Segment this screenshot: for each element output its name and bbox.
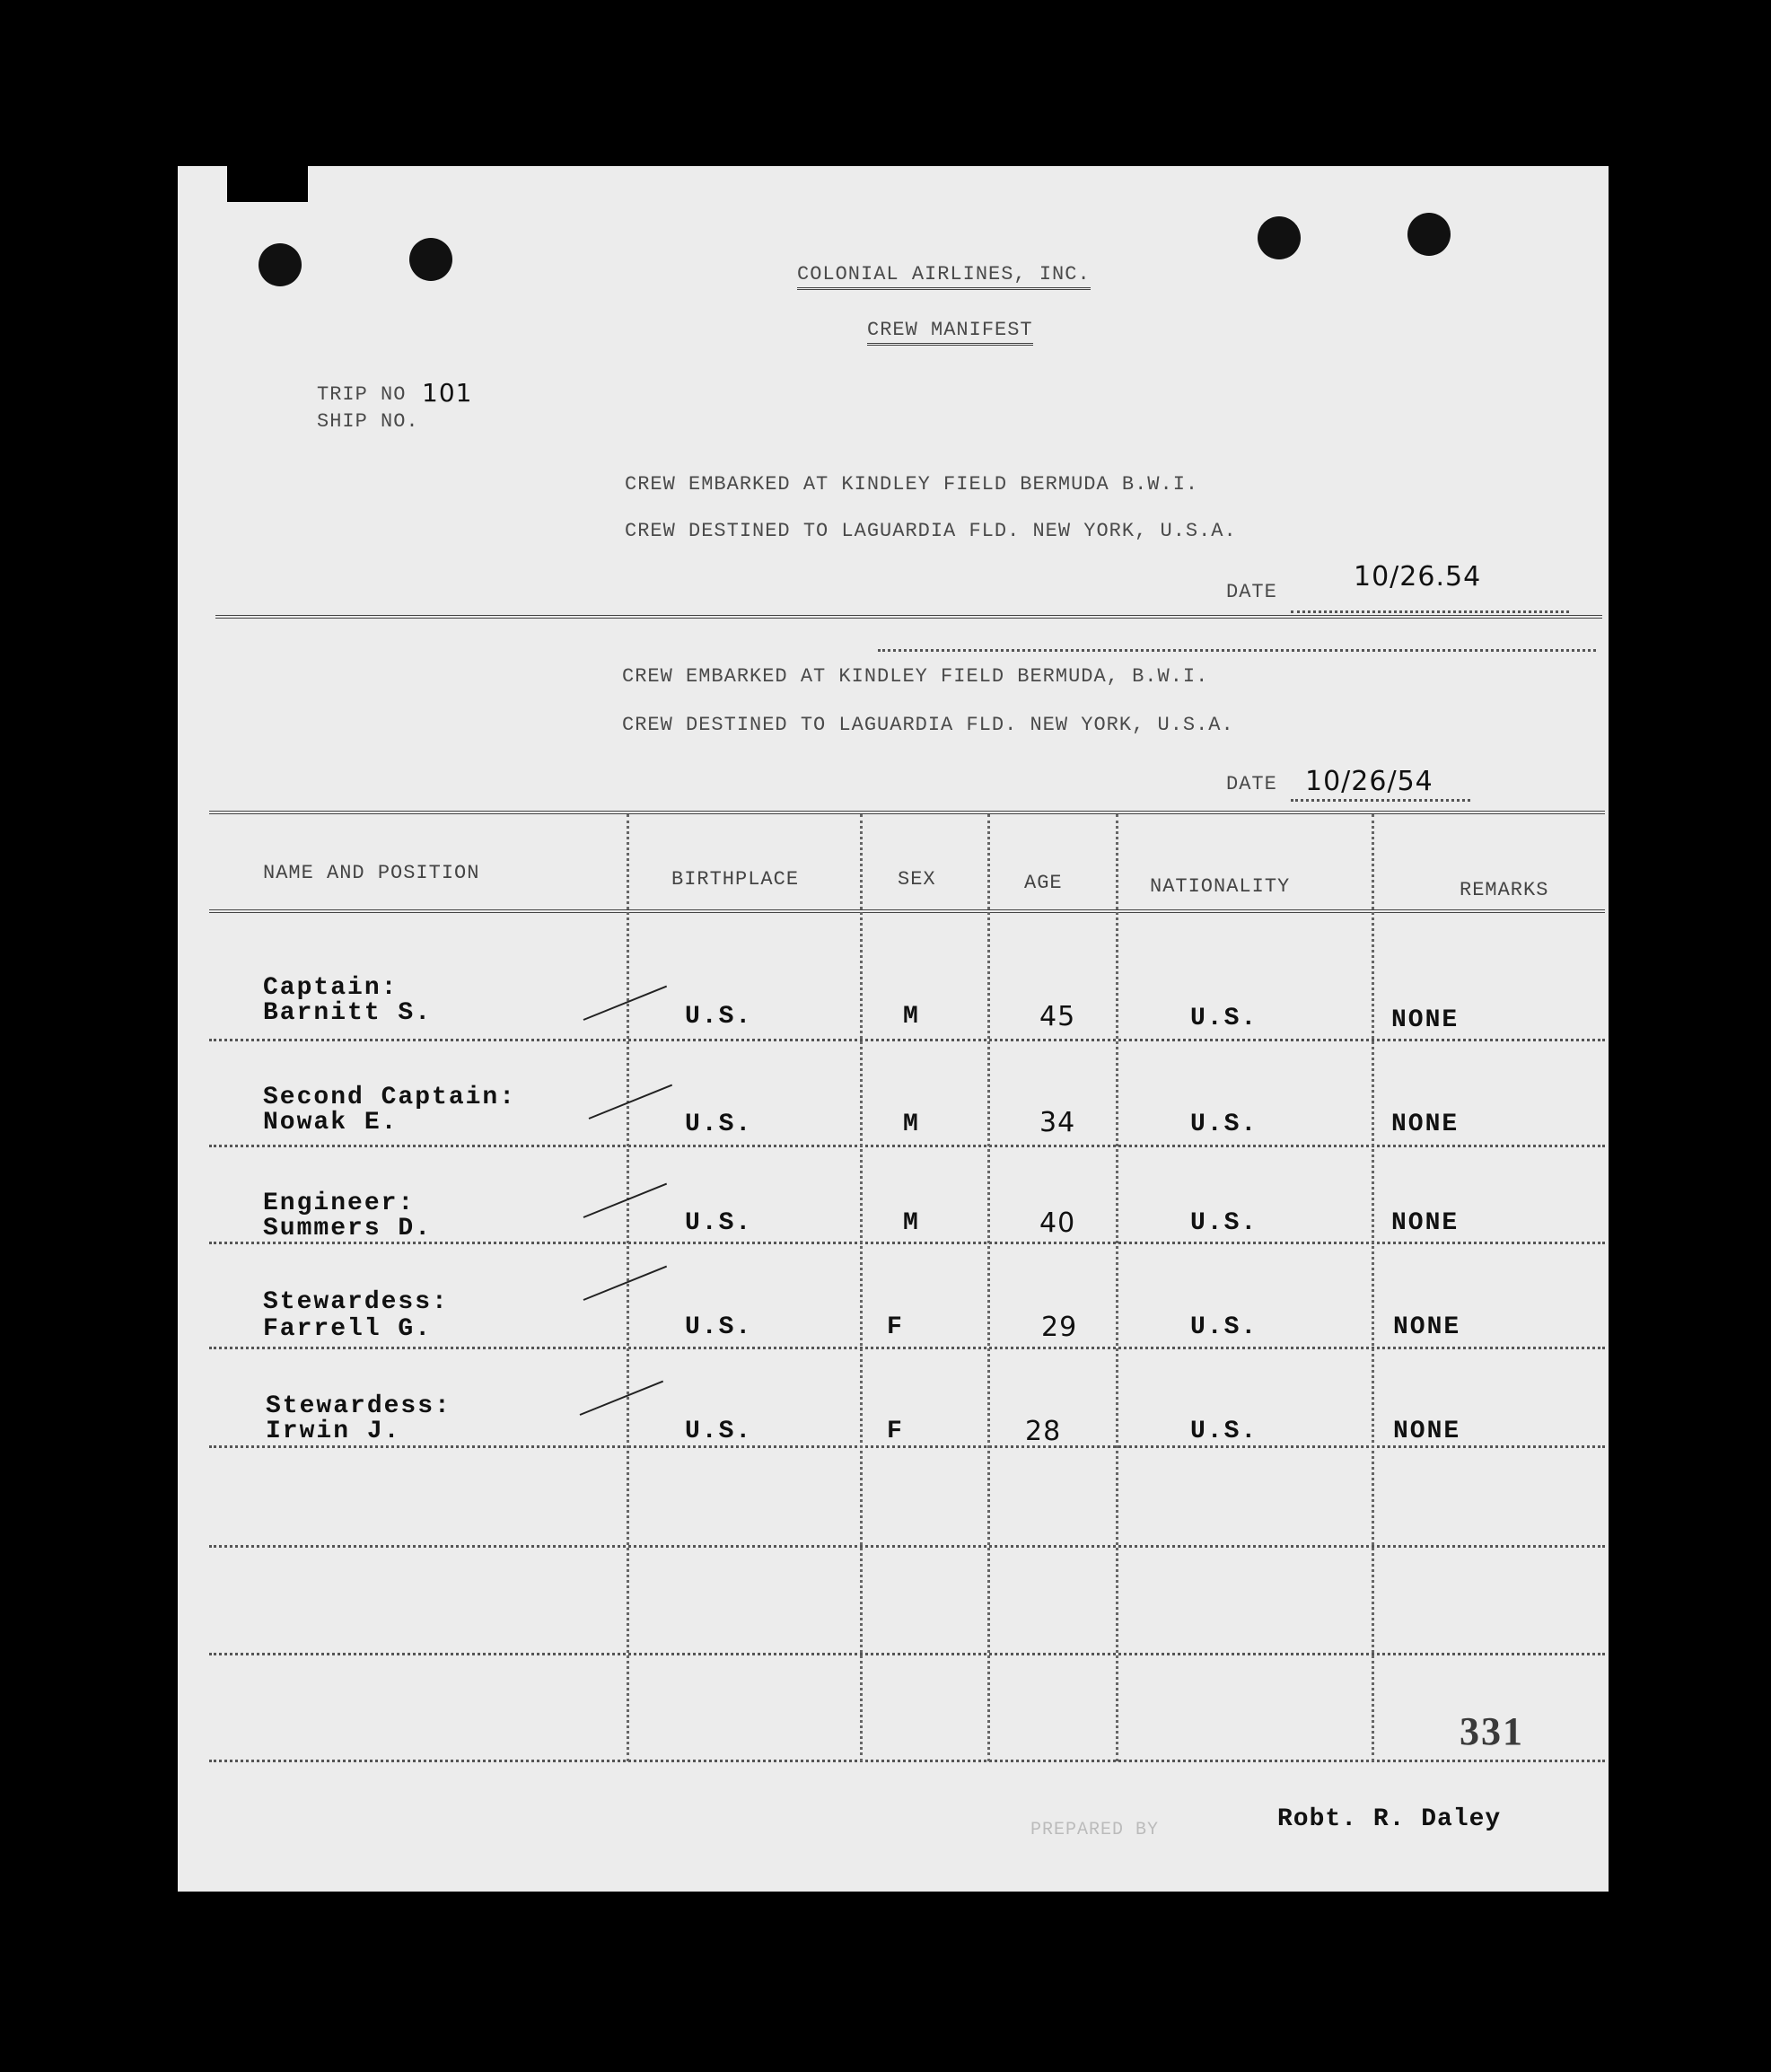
crew-remarks: NONE [1391,1006,1460,1034]
crew-name: Summers D. [263,1215,433,1242]
row-rule [209,1347,1605,1349]
date-value-2: 10/26/54 [1305,766,1433,797]
crew-age: 34 [1039,1107,1076,1138]
row-rule [209,1653,1605,1655]
crew-nationality: U.S. [1190,1313,1258,1341]
crew-age: 45 [1039,1001,1076,1032]
crew-remarks: NONE [1393,1313,1461,1341]
row-rule [209,1145,1605,1147]
date-label-1: DATE [1226,581,1277,603]
crew-position: Engineer: [263,1190,416,1217]
check-mark-icon [583,986,667,1021]
check-mark-icon [583,1183,667,1218]
row-rule [209,1039,1605,1041]
column-header-remarks: REMARKS [1460,879,1549,901]
row-rule [209,1445,1605,1448]
crew-remarks: NONE [1391,1111,1460,1138]
column-header-name: NAME AND POSITION [263,862,480,884]
crew-age: 28 [1025,1416,1062,1447]
crew-sex: F [887,1313,904,1341]
punch-hole-icon [1407,213,1451,256]
column-rule [1372,814,1374,1761]
crew-nationality: U.S. [1190,1209,1258,1237]
crew-nationality: U.S. [1190,1111,1258,1138]
crew-sex: M [903,1209,920,1237]
column-rule [987,814,990,1761]
section-divider [215,615,1602,619]
punch-hole-icon [409,238,452,281]
table-top-rule [209,811,1605,814]
manifest-page [178,166,1609,1892]
crew-position: Captain: [263,974,399,1002]
crew-name: Barnitt S. [263,999,433,1027]
crew-remarks: NONE [1391,1209,1460,1237]
column-header-birthplace: BIRTHPLACE [671,868,800,891]
crew-birthplace: U.S. [685,1313,753,1341]
column-rule [627,814,629,1761]
crew-nationality: U.S. [1190,1418,1258,1445]
punch-hole-icon [1258,216,1301,259]
crew-age: 40 [1039,1207,1076,1239]
date-underline-1 [1291,610,1569,613]
table-header-rule [209,909,1605,913]
column-rule [1116,814,1118,1761]
crew-name: Nowak E. [263,1109,399,1137]
crew-birthplace: U.S. [685,1111,753,1138]
row-rule [209,1760,1605,1762]
crew-sex: F [887,1418,904,1445]
page-title: CREW MANIFEST [867,319,1033,346]
crew-birthplace: U.S. [685,1003,753,1031]
crew-sex: M [903,1003,920,1031]
embarked-line-2: CREW EMBARKED AT KINDLEY FIELD BERMUDA, B.W.I. [622,665,1209,688]
embarked-line-1: CREW EMBARKED AT KINDLEY FIELD BERMUDA B.W.I. [625,473,1199,496]
trip-no-label: TRIP NO [317,383,407,406]
crew-age: 29 [1041,1312,1078,1343]
punch-hole-icon [259,243,302,286]
prepared-by-name: Robt. R. Daley [1277,1805,1502,1833]
crew-name: Irwin J. [266,1418,401,1445]
crew-birthplace: U.S. [685,1209,753,1237]
section-divider-2 [878,649,1596,652]
crew-position: Second Captain: [263,1084,517,1111]
crew-remarks: NONE [1393,1418,1461,1445]
ship-no-label: SHIP NO. [317,410,419,433]
check-mark-icon [583,1266,667,1301]
destined-line-1: CREW DESTINED TO LAGUARDIA FLD. NEW YORK, U.S.A. [625,520,1237,542]
column-header-age: AGE [1024,872,1063,894]
crew-nationality: U.S. [1190,1005,1258,1032]
trip-no-value: 101 [422,378,473,408]
column-header-nationality: NATIONALITY [1150,875,1291,898]
crew-sex: M [903,1111,920,1138]
crew-position: Stewardess: [263,1288,449,1316]
crew-birthplace: U.S. [685,1418,753,1445]
destined-line-2: CREW DESTINED TO LAGUARDIA FLD. NEW YORK, U.S.A. [622,714,1234,736]
column-rule [860,814,863,1761]
crew-name: Farrell G. [263,1315,433,1343]
crew-position: Stewardess: [266,1392,452,1420]
date-value-1: 10/26.54 [1354,561,1482,593]
check-mark-icon [589,1084,672,1119]
column-header-sex: SEX [898,868,936,891]
page-number-stamp: 331 [1460,1709,1524,1753]
prepared-by-label: PREPARED BY [1030,1820,1160,1840]
row-rule [209,1545,1605,1548]
date-label-2: DATE [1226,773,1277,795]
check-mark-icon [580,1381,663,1416]
paper-tab-strip [227,166,308,202]
date-underline-2 [1291,799,1470,802]
company-name: COLONIAL AIRLINES, INC. [797,263,1091,290]
